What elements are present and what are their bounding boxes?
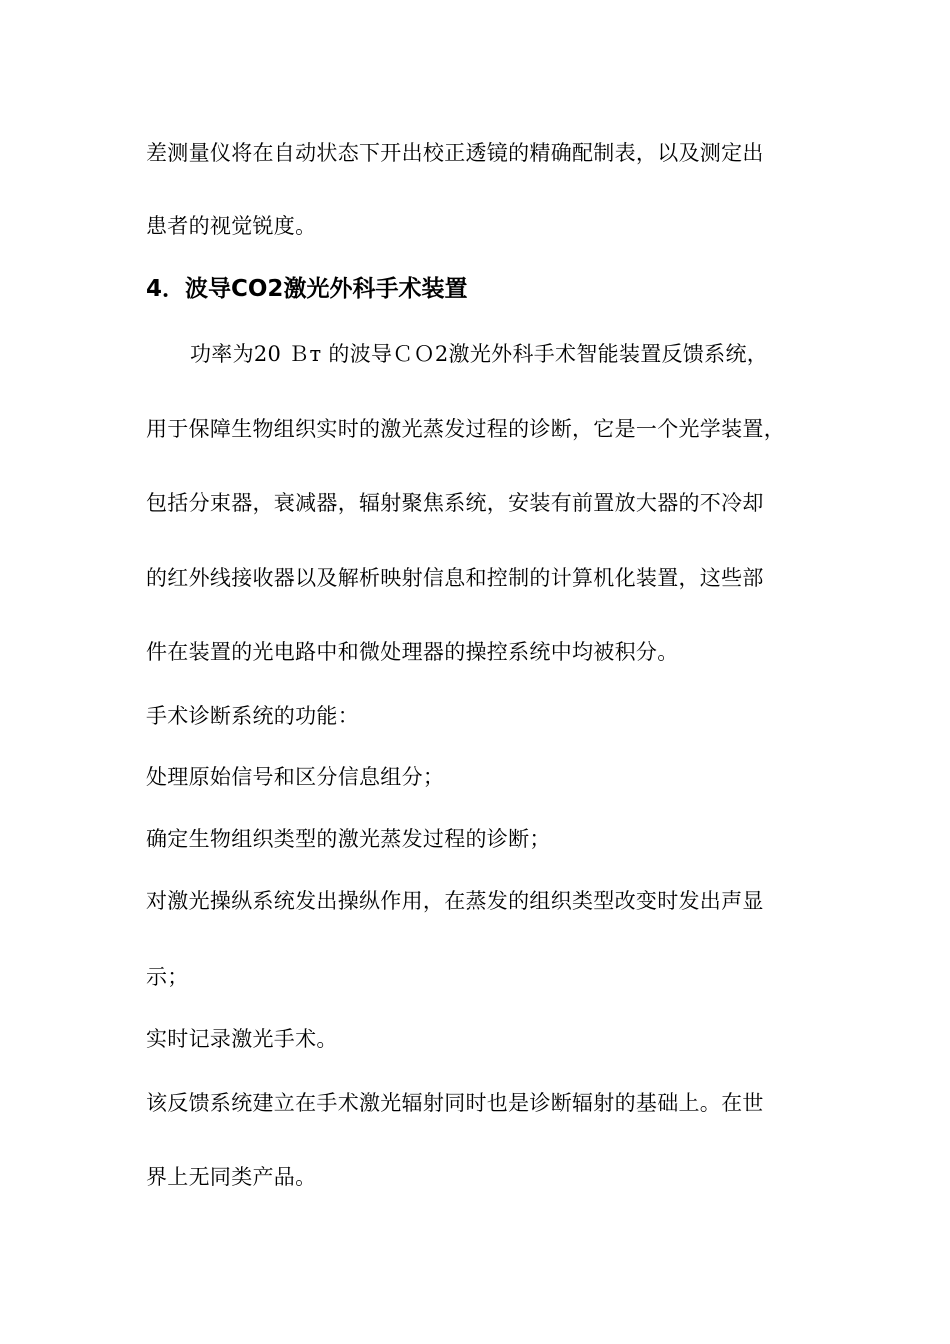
paragraph-main-line: 包括分束器，衰减器，辐射聚焦系统，安装有前置放大器的不冷却 — [146, 491, 764, 515]
paragraph-main-line: 用于保障生物组织实时的激光蒸发过程的诊断，它是一个光学装置， — [146, 417, 785, 441]
function-item: 对激光操纵系统发出操纵作用，在蒸发的组织类型改变时发出声显 — [146, 889, 764, 913]
function-item: 示； — [146, 965, 189, 989]
function-item: 处理原始信号和区分信息组分； — [146, 765, 445, 789]
paragraph-closing-line: 该反馈系统建立在手术激光辐射同时也是诊断辐射的基础上。在世 — [146, 1091, 764, 1115]
function-item: 确定生物组织类型的激光蒸发过程的诊断； — [146, 827, 551, 851]
paragraph-intro-line: 患者的视觉锐度。 — [146, 214, 317, 238]
paragraph-main-line: 功率为20 Ｂт 的波导ＣＯ2激光外科手术智能装置反馈系统， — [190, 342, 769, 366]
functions-title: 手术诊断系统的功能： — [146, 704, 359, 728]
paragraph-intro-line: 差测量仪将在自动状态下开出校正透镜的精确配制表，以及测定出 — [146, 141, 764, 165]
function-item: 实时记录激光手术。 — [146, 1027, 338, 1051]
paragraph-main-line: 件在装置的光电路中和微处理器的操控系统中均被积分。 — [146, 640, 679, 664]
paragraph-closing-line: 界上无同类产品。 — [146, 1165, 317, 1189]
paragraph-main-line: 的红外线接收器以及解析映射信息和控制的计算机化装置，这些部 — [146, 566, 764, 590]
section-heading: 4．波导CO2激光外科手术装置 — [146, 276, 468, 302]
